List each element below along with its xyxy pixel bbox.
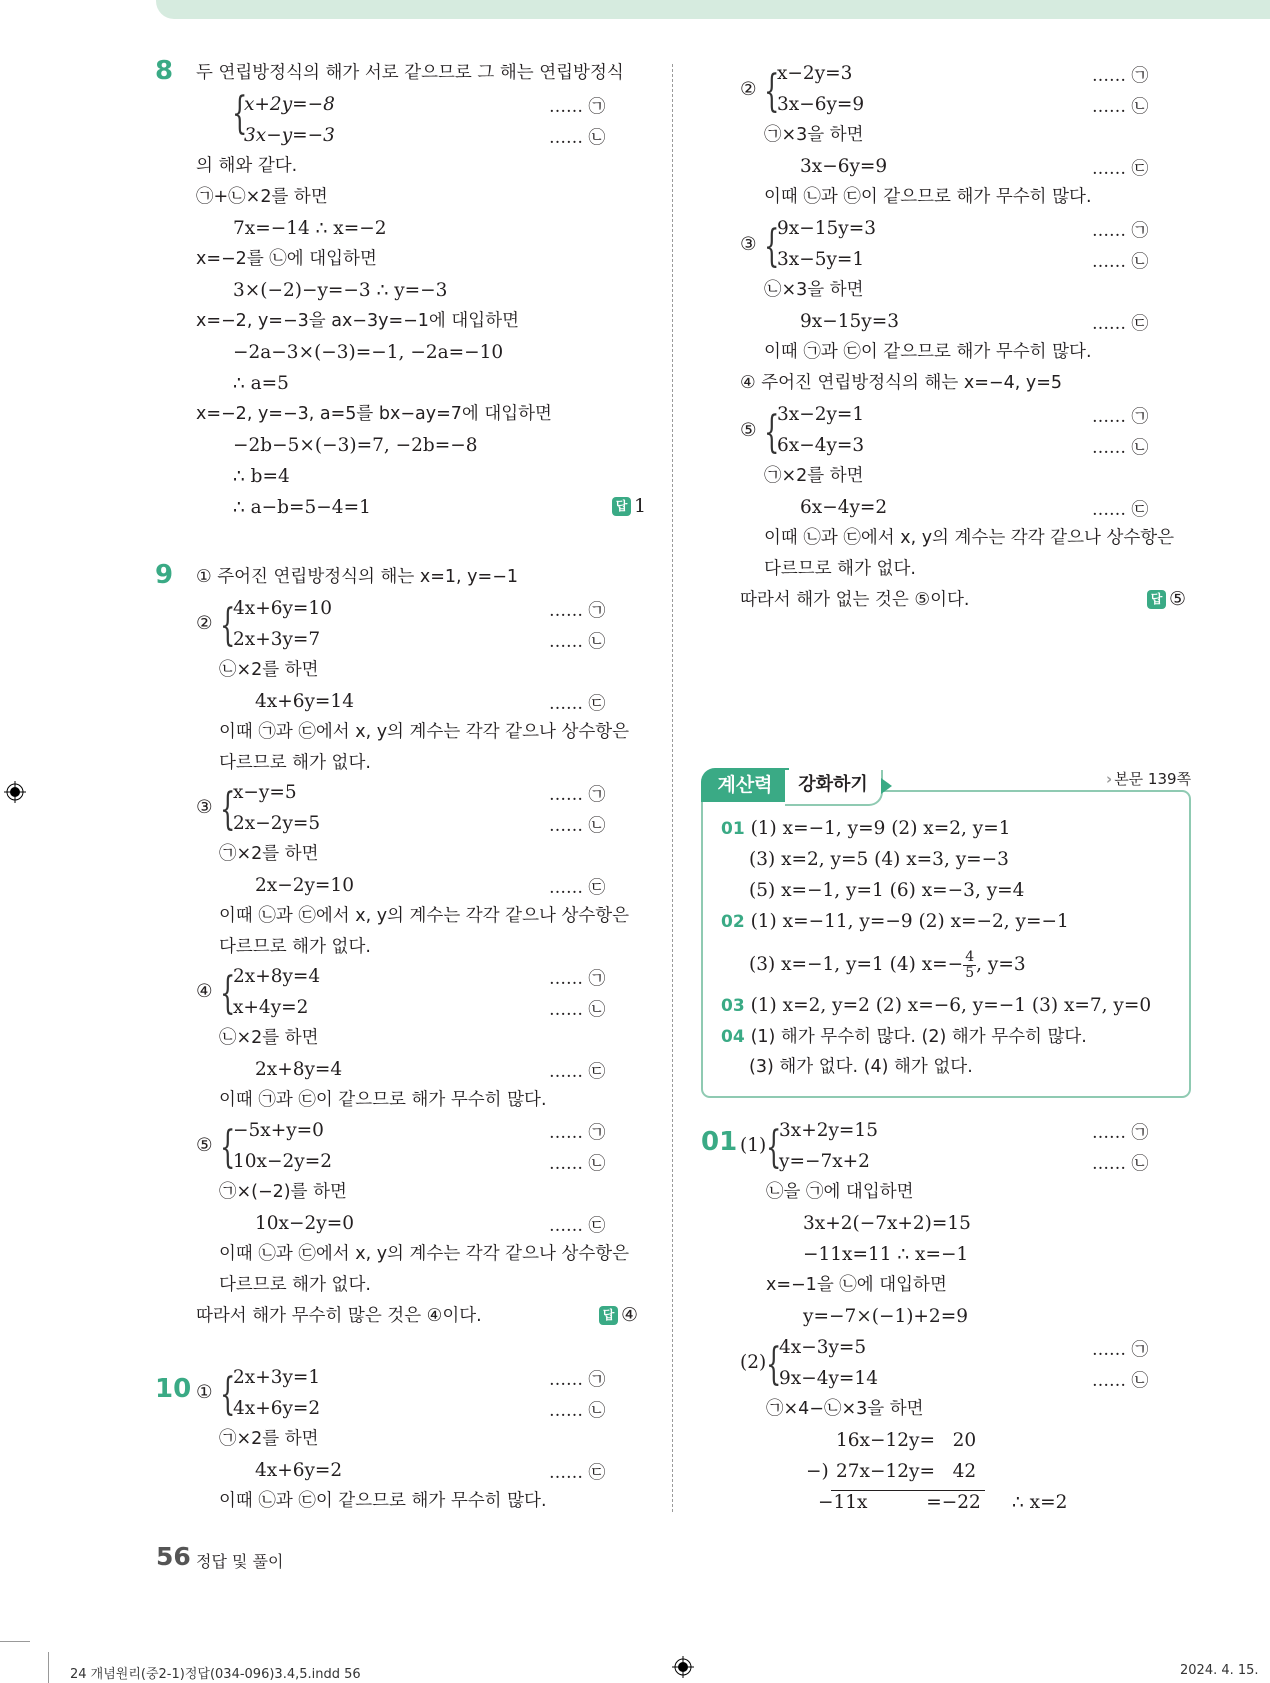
equation: x+4y=2 xyxy=(233,997,309,1018)
crop-mark xyxy=(0,1641,30,1642)
answer-value: ④ xyxy=(621,1304,639,1326)
equation: ∴ a=5 xyxy=(233,373,289,394)
equation: x−y=5 xyxy=(233,782,297,803)
equation: 3x−6y=9 xyxy=(800,156,888,177)
equation: −11x =−22 xyxy=(818,1492,981,1513)
drill-item xyxy=(721,906,1069,937)
equation-tag: …… ㉡ xyxy=(549,1154,606,1174)
answer xyxy=(1147,588,1186,610)
equation-tag: …… ㉡ xyxy=(1092,1154,1149,1174)
equation: 10x−2y=2 xyxy=(233,1151,332,1172)
text-line: x=−1을 ㉡에 대입하면 xyxy=(766,1275,947,1295)
equation: 6x−4y=2 xyxy=(800,497,888,518)
equation: 4x−3y=5 xyxy=(779,1337,867,1358)
text-line: 의 해와 같다. xyxy=(196,156,298,176)
solution-number: 01 xyxy=(701,1127,738,1157)
equation: 16x−12y= 20 xyxy=(836,1430,977,1451)
equation-tag: …… ㉠ xyxy=(1092,1340,1149,1360)
file-slug: 24 개념원리(중2-1)정답(034-096)3.4,5.indd 56 xyxy=(70,1667,361,1682)
brace-icon: { xyxy=(232,88,248,139)
equation: x−2y=3 xyxy=(777,63,853,84)
answer-badge-icon: 답 xyxy=(599,1306,618,1325)
subtraction-sign: −) xyxy=(806,1461,829,1482)
equation-tag: …… ㉡ xyxy=(549,816,606,836)
text-line: 이때 ㉡과 ㉢이 같으므로 해가 무수히 많다. xyxy=(764,187,1092,207)
fraction-numerator: 4 xyxy=(965,948,975,965)
equation-tag: …… ㉡ xyxy=(549,128,606,148)
drill-answer: (1) 해가 무수히 많다. (2) 해가 무수히 많다. xyxy=(750,1027,1087,1047)
answer-badge-icon: 답 xyxy=(1147,590,1166,609)
text-line: ㉠×(−2)를 하면 xyxy=(219,1182,347,1202)
equation-tag: …… ㉠ xyxy=(549,1123,606,1143)
equation: 3×(−2)−y=−3 ∴ y=−3 xyxy=(233,280,448,301)
registration-mark-icon xyxy=(4,781,26,803)
choice-marker: ③ xyxy=(196,797,213,818)
equation-tag: …… ㉠ xyxy=(1092,221,1149,241)
text-line: ㉡을 ㉠에 대입하면 xyxy=(766,1182,914,1202)
chevron-right-icon: › xyxy=(1106,770,1113,788)
brace-icon: { xyxy=(220,784,236,835)
problem-number: 10 xyxy=(155,1374,192,1404)
equation: ∴ b=4 xyxy=(233,466,290,487)
text-line: 다르므로 해가 없다. xyxy=(764,559,916,579)
equation: 2x+3y=7 xyxy=(233,629,321,650)
drill-answer xyxy=(749,945,1026,985)
drill-answer-part: (3) x=−1, y=1 (4) x=− xyxy=(749,954,964,975)
equation-tag: …… ㉡ xyxy=(549,632,606,652)
drill-title-primary: 계산력 xyxy=(701,768,789,802)
equation-tag: …… ㉠ xyxy=(549,969,606,989)
text-line: ㉠×2를 하면 xyxy=(219,844,319,864)
page-reference xyxy=(1106,768,1191,789)
column-divider xyxy=(672,64,673,1512)
equation: 7x=−14 ∴ x=−2 xyxy=(233,218,387,239)
equation-tag: …… ㉢ xyxy=(1092,159,1149,179)
text-line: ㉠×3을 하면 xyxy=(764,125,864,145)
equation-tag: …… ㉠ xyxy=(549,1370,606,1390)
brace-icon: { xyxy=(764,221,780,272)
drill-answer: (1) x=−1, y=9 (2) x=2, y=1 xyxy=(750,818,1011,839)
choice-marker: ① xyxy=(196,1382,213,1403)
equation-tag: …… ㉢ xyxy=(549,1463,606,1483)
choice-marker: ⑤ xyxy=(196,1135,213,1156)
equation: ∴ x=2 xyxy=(1012,1492,1068,1513)
equation: 10x−2y=0 xyxy=(255,1213,354,1234)
equation: −2b−5×(−3)=7, −2b=−8 xyxy=(233,435,478,456)
text-line: 따라서 해가 무수히 많은 것은 ④이다. xyxy=(196,1306,482,1326)
text-line: 이때 ㉡과 ㉢에서 x, y의 계수는 각각 같으나 상수항은 xyxy=(219,906,630,926)
equation-tag: …… ㉡ xyxy=(1092,97,1149,117)
equation: 3x+2y=15 xyxy=(779,1120,878,1141)
equation: x+2y=−8 xyxy=(244,94,335,115)
problem-number: 9 xyxy=(155,560,174,590)
equation: 3x−2y=1 xyxy=(777,404,865,425)
answer-value: 1 xyxy=(634,495,647,517)
equation-tag: …… ㉡ xyxy=(549,1401,606,1421)
equation: 6x−4y=3 xyxy=(777,435,865,456)
equation: 9x−15y=3 xyxy=(777,218,876,239)
text-line: ④ 주어진 연립방정식의 해는 x=−4, y=5 xyxy=(740,373,1062,393)
equation-tag: …… ㉢ xyxy=(1092,500,1149,520)
sub-part-marker: (1) xyxy=(740,1135,767,1156)
drill-answer: (3) x=2, y=5 (4) x=3, y=−3 xyxy=(749,849,1009,870)
equation-tag: …… ㉢ xyxy=(1092,314,1149,334)
page-number: 56 xyxy=(156,1542,191,1571)
equation: 4x+6y=2 xyxy=(233,1398,321,1419)
equation-tag: …… ㉠ xyxy=(1092,407,1149,427)
equation: 2x+8y=4 xyxy=(233,966,321,987)
drill-answer-part: , y=3 xyxy=(976,954,1026,975)
drill-item xyxy=(721,990,1151,1021)
equation: ∴ a−b=5−4=1 xyxy=(233,497,371,518)
brace-icon: { xyxy=(766,1122,782,1173)
equation: y=−7x+2 xyxy=(779,1151,870,1172)
drill-item-number: 03 xyxy=(721,996,745,1016)
text-line: ㉠×4−㉡×3을 하면 xyxy=(766,1399,924,1419)
choice-marker: ④ xyxy=(196,981,213,1002)
text-line: 이때 ㉡과 ㉢에서 x, y의 계수는 각각 같으나 상수항은 xyxy=(219,1244,630,1264)
answer xyxy=(599,1304,638,1326)
sub-part-marker: (2) xyxy=(740,1352,767,1373)
equation-tag: …… ㉢ xyxy=(549,694,606,714)
equation: 9x−4y=14 xyxy=(779,1368,878,1389)
choice-marker: ③ xyxy=(740,234,757,255)
answer-value: ⑤ xyxy=(1169,588,1187,610)
text-line: ㉡×2를 하면 xyxy=(219,1028,319,1048)
print-date: 2024. 4. 15. xyxy=(1180,1663,1259,1678)
triangle-marker-icon xyxy=(881,778,892,794)
brace-icon: { xyxy=(220,1122,236,1173)
text-line: ㉠×2를 하면 xyxy=(219,1429,319,1449)
equation: −11x=11 ∴ x=−1 xyxy=(803,1244,969,1265)
equation: 27x−12y= 42 xyxy=(836,1461,977,1482)
equation: 9x−15y=3 xyxy=(800,311,899,332)
equation-tag: …… ㉠ xyxy=(549,97,606,117)
drill-item-number: 01 xyxy=(721,819,745,839)
fraction xyxy=(963,950,976,981)
text-line: x=−2, y=−3, a=5를 bx−ay=7에 대입하면 xyxy=(196,404,552,424)
text-line: 다르므로 해가 없다. xyxy=(219,753,371,773)
top-decorative-band xyxy=(156,0,1270,19)
equation: 3x−5y=1 xyxy=(777,249,865,270)
equation: 4x+6y=10 xyxy=(233,598,332,619)
equation: 2x+3y=1 xyxy=(233,1367,321,1388)
fraction-denominator: 5 xyxy=(965,964,975,981)
drill-item xyxy=(721,813,1011,844)
drill-item-number: 02 xyxy=(721,912,745,932)
equation-tag: …… ㉢ xyxy=(549,1216,606,1236)
drill-answer: (1) x=2, y=2 (2) x=−6, y=−1 (3) x=7, y=0 xyxy=(750,995,1152,1016)
text-line: 다르므로 해가 없다. xyxy=(219,1275,371,1295)
equation: −5x+y=0 xyxy=(233,1120,324,1141)
page-section-title: 정답 및 풀이 xyxy=(196,1552,284,1571)
equation-tag: …… ㉡ xyxy=(1092,438,1149,458)
text-line: ㉡×3을 하면 xyxy=(764,280,864,300)
brace-icon: { xyxy=(220,600,236,651)
text-line: 따라서 해가 없는 것은 ⑤이다. xyxy=(740,590,970,610)
equation: 3x−y=−3 xyxy=(244,125,335,146)
equation: −2a−3×(−3)=−1, −2a=−10 xyxy=(233,342,504,363)
brace-icon: { xyxy=(766,1339,782,1390)
equation-tag: …… ㉠ xyxy=(1092,1123,1149,1143)
brace-icon: { xyxy=(764,407,780,458)
equation: 2x−2y=5 xyxy=(233,813,321,834)
drill-answer: (1) x=−11, y=−9 (2) x=−2, y=−1 xyxy=(750,911,1069,932)
text-line: ㉠×2를 하면 xyxy=(764,466,864,486)
text-line: x=−2, y=−3을 ax−3y=−1에 대입하면 xyxy=(196,311,520,331)
drill-item xyxy=(721,1021,1087,1052)
page-reference-label: 본문 139쪽 xyxy=(1114,770,1192,788)
brace-icon: { xyxy=(764,66,780,117)
text-line: x=−2를 ㉡에 대입하면 xyxy=(196,249,377,269)
equation: 2x−2y=10 xyxy=(255,875,354,896)
problem-number: 8 xyxy=(155,56,174,86)
text-line: ㉡×2를 하면 xyxy=(219,660,319,680)
choice-marker: ② xyxy=(196,613,213,634)
drill-title-secondary: 강화하기 xyxy=(785,770,883,806)
text-line: ① 주어진 연립방정식의 해는 x=1, y=−1 xyxy=(196,567,518,587)
equation-tag: …… ㉠ xyxy=(549,601,606,621)
equation: y=−7×(−1)+2=9 xyxy=(803,1306,968,1327)
equation-tag: …… ㉠ xyxy=(1092,66,1149,86)
text-line: 이때 ㉠과 ㉢에서 x, y의 계수는 각각 같으나 상수항은 xyxy=(219,722,630,742)
choice-marker: ⑤ xyxy=(740,420,757,441)
drill-answer: (3) 해가 없다. (4) 해가 없다. xyxy=(749,1057,973,1077)
brace-icon: { xyxy=(220,968,236,1019)
text-line: ㉠+㉡×2를 하면 xyxy=(196,187,328,207)
equation-tag: …… ㉡ xyxy=(1092,1371,1149,1391)
text-line: 이때 ㉠과 ㉢이 같으므로 해가 무수히 많다. xyxy=(764,342,1092,362)
drill-item-number: 04 xyxy=(721,1027,745,1047)
text-line: 이때 ㉡과 ㉢에서 x, y의 계수는 각각 같으나 상수항은 xyxy=(764,528,1175,548)
registration-mark-icon xyxy=(672,1656,694,1678)
equation: 4x+6y=14 xyxy=(255,691,354,712)
equation-tag: …… ㉡ xyxy=(1092,252,1149,272)
equation-tag: …… ㉢ xyxy=(549,878,606,898)
text-line: 다르므로 해가 없다. xyxy=(219,937,371,957)
text-line: 이때 ㉡과 ㉢이 같으므로 해가 무수히 많다. xyxy=(219,1491,547,1511)
equation: 4x+6y=2 xyxy=(255,1460,343,1481)
text-line: 이때 ㉠과 ㉢이 같으므로 해가 무수히 많다. xyxy=(219,1090,547,1110)
choice-marker: ② xyxy=(740,79,757,100)
equation: 3x+2(−7x+2)=15 xyxy=(803,1213,971,1234)
equation-tag: …… ㉢ xyxy=(549,1062,606,1082)
drill-answer: (5) x=−1, y=1 (6) x=−3, y=4 xyxy=(749,880,1025,901)
brace-icon: { xyxy=(220,1369,236,1420)
equation-tag: …… ㉠ xyxy=(549,785,606,805)
equation: 3x−6y=9 xyxy=(777,94,865,115)
answer xyxy=(612,495,646,517)
answer-badge-icon: 답 xyxy=(612,497,631,516)
equation: 2x+8y=4 xyxy=(255,1059,343,1080)
text-line: 두 연립방정식의 해가 서로 같으므로 그 해는 연립방정식 xyxy=(196,63,624,83)
equation-tag: …… ㉡ xyxy=(549,1000,606,1020)
crop-mark xyxy=(48,1652,49,1683)
